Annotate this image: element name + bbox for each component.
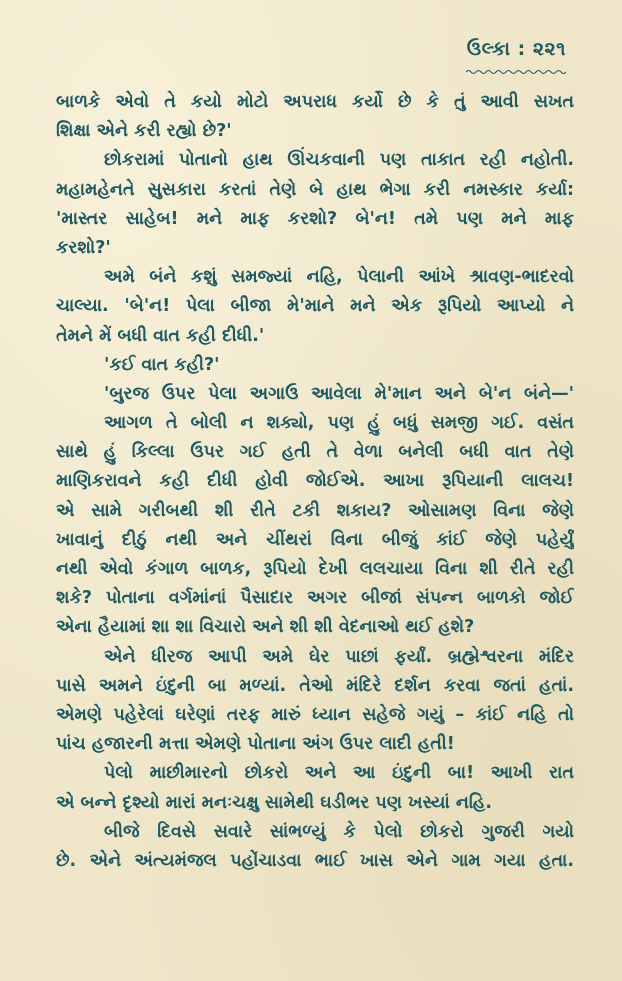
text-line: 'બુરજ ઉપર પેલા અગાઉ આવેલા મે'માન અને બે'ન બંને—' [104,383,574,404]
text-line: એ સામે ગરીબથી શી રીતે ટકી શકાય? ઓસામણ વિના જેણે [56,500,574,521]
text-line: માણિકરાવને કહી દીધી હોવી જોઈએ. આખા રૂપિયાની લાલચ! [56,471,574,492]
text-line: ચાલ્યા. 'બે'ન! પેલા બીજા મે'માને મને એક રૂપિયો આપ્યો ને [56,296,574,317]
text-line: ખાવાનું દીઠું નથી અને ચીંથરાં વિના બીજું કાંઈ જેણે પહેર્યું [56,529,574,550]
text-line: આગળ તે બોલી ન શક્યો, પણ હું બધું સમજી ગઈ. વસંત [104,413,574,434]
text-line: મહામહેનતે સુસકારા કરતાં તેણે બે હાથ ભેગા કરી નમસ્કાર કર્યા: [56,179,574,200]
text-line: એને ધીરજ આપી અમે ઘેર પાછાં ફર્યાં. બ્રહ્મેશ્વરના મંદિર [104,646,574,667]
text-line: અમે બંને કશું સમજ્યાં નહિ, પેલાની આંખે શ્રાવણ-ભાદરવો [104,267,574,288]
text-line: છે. એને અંત્યમંજલ પહોંચાડવા ભાઈ ખાસ એને ગામ ગયા હતા. [56,850,574,871]
header-wavy-rule [466,69,566,75]
text-line: શકે? પોતાના વર્ગમાંનાં પૈસાદાર અગર બીજાં સંપન્ન બાળકો જોઈ [56,588,574,609]
text-line: નથી એવો કંગાળ બાળક, રૂપિયો દેખી લલચાયા વિના શી રીતે રહી [56,559,574,579]
text-line: શિક્ષા એને કરી રહ્યો છે?' [56,121,232,142]
text-line: એમણે પહેરેલાં ઘરેણાં તરફ મારું ધ્યાન સહેજે ગયું – કાંઈ નહિ તો [56,704,574,725]
text-line: બાળકે એવો તે કયો મોટો અપરાધ કર્યો છે કે તું આવી સખત [56,92,574,112]
text-line: કરશો?' [56,237,111,258]
text-line: 'કઈ વાત કહી?' [104,354,220,375]
text-line: બીજે દિવસે સવારે સાંભળ્યું કે પેલો છોકરો ગુજરી ગયો [104,821,574,842]
text-line: પાસે અમને ઇંદુની બા મળ્યાં. તેઓ મંદિરે દર્શન કરવા જતાં હતાં. [56,675,574,696]
running-head-page-number: ઉલ્કા : ૨૨૧ [466,38,566,60]
text-line: તેમને મેં બધી વાત કહી દીધી.' [56,325,265,346]
text-line: 'માસ્તર સાહેબ! મને માફ કરશો? બે'ન! તમે પણ મને માફ [56,208,574,229]
text-line: એના હૈયામાં શા શા વિચારો અને શી શી વેદનાઓ થઈ હશે? [56,617,475,638]
page-header [466,38,566,79]
text-line: પેલો માછીમારનો છોકરો અને આ ઇંદુની બા! આખી રાત [104,763,574,784]
text-line: એ બન્ને દૃશ્યો મારાં મનઃચક્ષુ સામેથી ઘડીભર પણ ખસ્યાં નહિ. [56,792,492,813]
text-line: પાંચ હજારની મત્તા એમણે પોતાના અંગ ઉપર લાદી હતી! [56,734,455,755]
text-line: છોકરામાં પોતાનો હાથ ઊંચકવાની પણ તાકાત રહી નહોતી. [104,150,574,171]
text-line: સાથે હું કિલ્લા ઉપર ગઈ હતી તે વેળા બનેલી બધી વાત તેણે [56,442,574,463]
body-text [56,88,574,876]
